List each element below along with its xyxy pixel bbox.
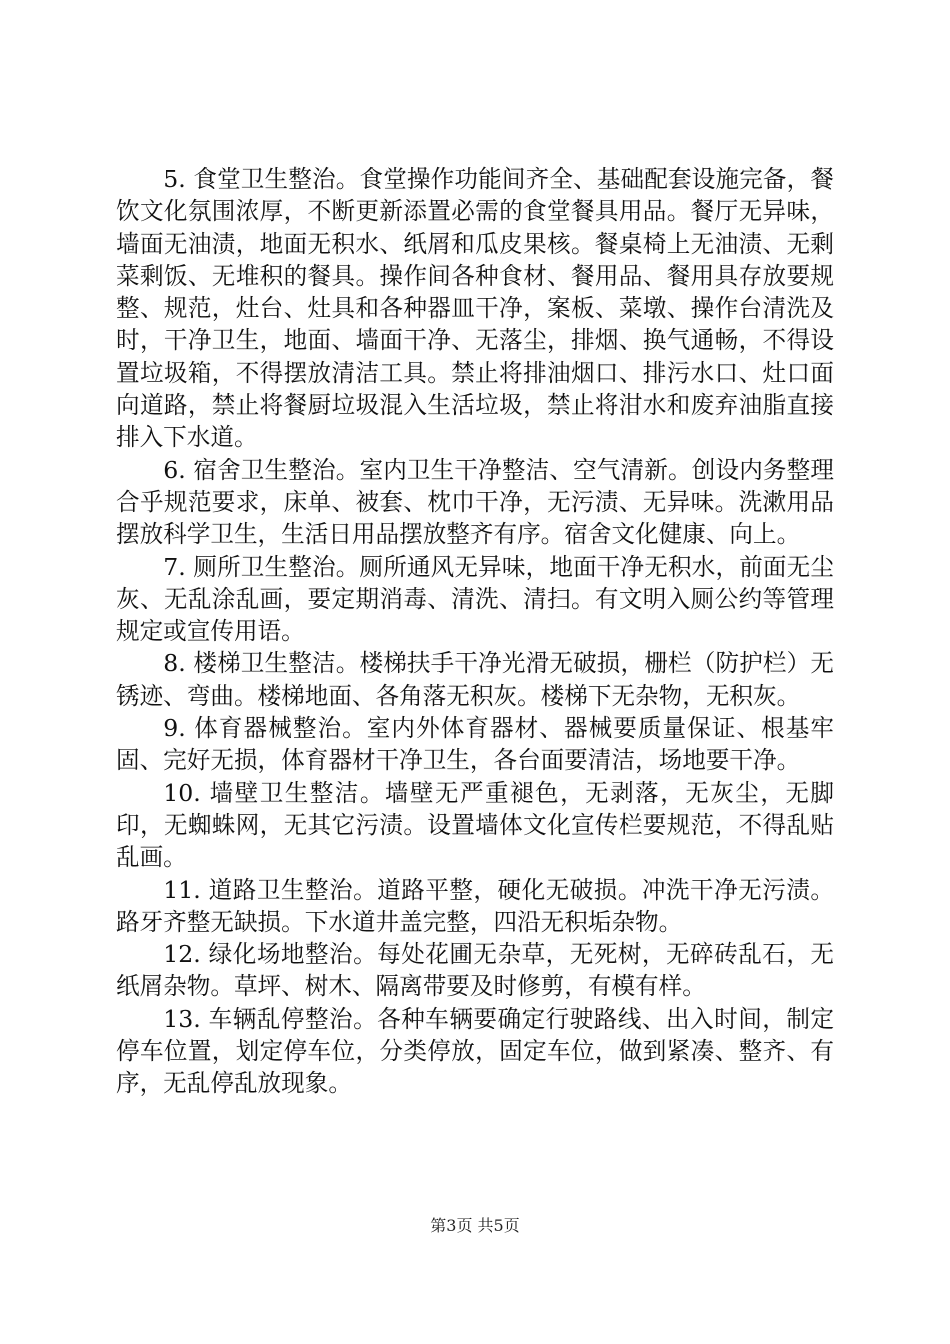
paragraph-wall-hygiene: 10. 墙壁卫生整洁。墙壁无严重褪色，无剥落，无灰尘，无脚印，无蜘蛛网，无其它污渍。设置墙体文化宣传栏要规范，不得乱贴乱画。 [116, 778, 834, 872]
paragraph-vehicle-parking: 13. 车辆乱停整治。各种车辆要确定行驶路线、出入时间，制定停车位置，划定停车位，分类停放，固定车位，做到紧凑、整齐、有序，无乱停乱放现象。 [116, 1004, 834, 1098]
paragraph-canteen-hygiene: 5. 食堂卫生整治。食堂操作功能间齐全、基础配套设施完备，餐饮文化氛围浓厚，不断更新添置必需的食堂餐具用品。餐厅无异味，墙面无油渍，地面无积水、纸屑和瓜皮果核。餐桌椅上无油渍、无剩菜剩饭、无堆积的餐具。操作间各种食材、餐用品、餐用具存放要规整、规范，灶台、灶具和各种器皿干净，案板、菜墩、操作台清洗及时，干净卫生，地面、墙面干净、无落尘，排烟、换气通畅，不得设置垃圾箱，不得摆放清洁工具。禁止将排油烟口、排污水口、灶口面向道路，禁止将餐厨垃圾混入生活垃圾，禁止将泔水和废弃油脂直接排入下水道。 [116, 165, 834, 452]
paragraph-stairway-hygiene: 8. 楼梯卫生整洁。楼梯扶手干净光滑无破损，栅栏（防护栏）无锈迹、弯曲。楼梯地面、各角落无积灰。楼梯下无杂物，无积灰。 [116, 649, 834, 710]
paragraph-dormitory-hygiene: 6. 宿舍卫生整治。室内卫生干净整洁、空气清新。创设内务整理合乎规范要求，床单、被套、枕巾干净，无污渍、无异味。洗漱用品摆放科学卫生，生活日用品摆放整齐有序。宿舍文化健康、向上。 [116, 455, 834, 549]
paragraph-sports-equipment: 9. 体育器械整治。室内外体育器材、器械要质量保证、根基牢固、完好无损，体育器材干净卫生，各台面要清洁，场地要干净。 [116, 714, 834, 775]
paragraph-toilet-hygiene: 7. 厕所卫生整治。厕所通风无异味，地面干净无积水，前面无尘灰、无乱涂乱画，要定期消毒、清洗、清扫。有文明入厕公约等管理规定或宣传用语。 [116, 552, 834, 646]
paragraph-greenery: 12. 绿化场地整治。每处花圃无杂草，无死树，无碎砖乱石，无纸屑杂物。草坪、树木、隔离带要及时修剪，有模有样。 [116, 940, 834, 1001]
document-body [116, 163, 834, 1100]
page-number-footer: 第3页 共5页 [430, 1216, 520, 1235]
paragraph-road-hygiene: 11. 道路卫生整治。道路平整，硬化无破损。冲洗干净无污渍。路牙齐整无缺损。下水道井盖完整，四沿无积垢杂物。 [116, 875, 834, 936]
